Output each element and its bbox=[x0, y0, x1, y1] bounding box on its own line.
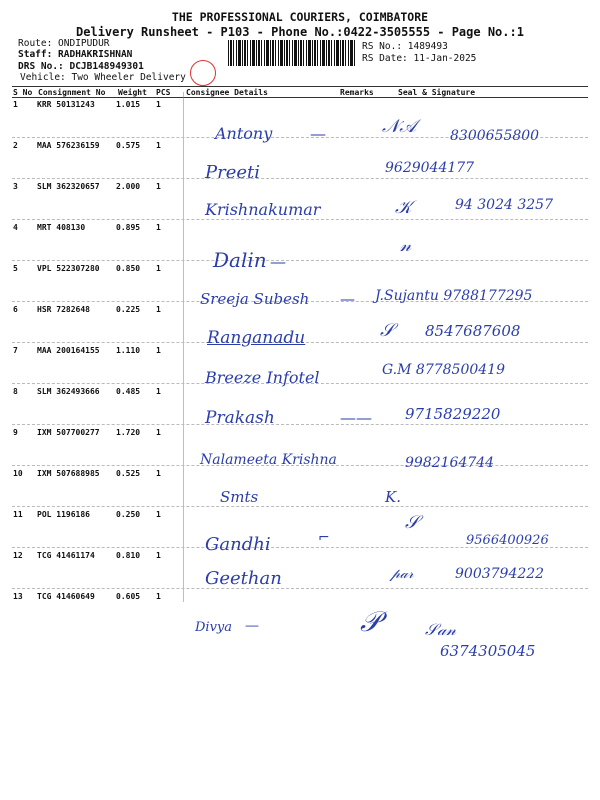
signature: 𝒮𝒶𝓃 bbox=[425, 620, 457, 639]
sno: 4 bbox=[13, 223, 18, 232]
sno: 5 bbox=[13, 264, 18, 273]
weight: 0.485 bbox=[116, 387, 141, 396]
pcs: 1 bbox=[156, 428, 161, 437]
consignment-no: POL 1196186 bbox=[37, 510, 90, 519]
handwritten-name: Dalin bbox=[213, 248, 267, 272]
handwritten-dash: — bbox=[310, 124, 326, 143]
pcs: 1 bbox=[156, 141, 161, 150]
col-consignment: Consignment No bbox=[38, 88, 106, 97]
handwritten-phone: 9003794222 bbox=[455, 566, 545, 582]
weight: 0.525 bbox=[116, 469, 141, 478]
handwritten-name: Antony bbox=[215, 124, 273, 143]
rs-date: RS Date: 11-Jan-2025 bbox=[362, 53, 477, 64]
vehicle-label: Vehicle: Two Wheeler Delivery bbox=[20, 72, 186, 83]
pcs: 1 bbox=[156, 387, 161, 396]
handwritten-dash: — bbox=[270, 252, 286, 271]
sno: 13 bbox=[13, 592, 23, 601]
weight: 0.250 bbox=[116, 510, 141, 519]
handwritten-name: Krishnakumar bbox=[205, 200, 321, 219]
drs-label: DRS No.: DCJB148949301 bbox=[18, 61, 144, 72]
header-top-rule bbox=[12, 86, 588, 87]
handwritten-name: Breeze Infotel bbox=[205, 368, 320, 387]
handwritten-name: Sreeja Subesh bbox=[200, 290, 310, 308]
consignment-no: MAA 200164155 bbox=[37, 346, 100, 355]
pcs: 1 bbox=[156, 551, 161, 560]
runsheet-title: Delivery Runsheet - P103 - Phone No.:0422-3505555 - Page No.:1 bbox=[76, 25, 524, 39]
handwritten-name: Nalameeta Krishna bbox=[200, 452, 337, 468]
handwritten-phone: 9566400926 bbox=[466, 533, 549, 548]
handwritten-dash: — bbox=[340, 290, 355, 308]
row-separator bbox=[12, 506, 588, 507]
pcs: 1 bbox=[156, 182, 161, 191]
row-separator bbox=[12, 588, 588, 589]
col-weight: Weight bbox=[118, 88, 147, 97]
consignment-no: SLM 362493666 bbox=[37, 387, 100, 396]
weight: 1.015 bbox=[116, 100, 141, 109]
col-seal: Seal & Signature bbox=[398, 88, 476, 97]
col-remarks: Remarks bbox=[340, 88, 374, 97]
sno: 2 bbox=[13, 141, 18, 150]
sno: 8 bbox=[13, 387, 18, 396]
col-sno: S No bbox=[13, 88, 33, 97]
company-title: THE PROFESSIONAL COURIERS, COIMBATORE bbox=[171, 10, 429, 24]
sno: 9 bbox=[13, 428, 18, 437]
handwritten-phone: J.Sujantu 9788177295 bbox=[375, 288, 533, 304]
table-row bbox=[0, 592, 600, 633]
barcode bbox=[228, 40, 356, 66]
weight: 0.810 bbox=[116, 551, 141, 560]
consignment-no: IXM 507700277 bbox=[37, 428, 100, 437]
sno: 6 bbox=[13, 305, 18, 314]
sno: 3 bbox=[13, 182, 18, 191]
weight: 0.850 bbox=[116, 264, 141, 273]
pcs: 1 bbox=[156, 510, 161, 519]
table-row bbox=[0, 141, 600, 182]
row-separator bbox=[12, 219, 588, 220]
handwritten-phone: 6374305045 bbox=[440, 642, 536, 660]
consignment-no: SLM 362320657 bbox=[37, 182, 100, 191]
handwritten-name: Gandhi bbox=[205, 534, 271, 555]
weight: 2.000 bbox=[116, 182, 141, 191]
signature: 𝒮 bbox=[405, 512, 419, 533]
handwritten-name: Preeti bbox=[205, 162, 261, 183]
handwritten-phone: 9715829220 bbox=[405, 405, 501, 423]
handwritten-dash: —— bbox=[340, 408, 372, 427]
handwritten-name: Prakash bbox=[205, 408, 275, 428]
handwritten-name: Divya bbox=[195, 620, 233, 635]
signature: 𝒦 bbox=[395, 197, 412, 218]
sno: 11 bbox=[13, 510, 23, 519]
weight: 0.895 bbox=[116, 223, 141, 232]
handwritten-phone: 9629044177 bbox=[385, 160, 475, 176]
pcs: 1 bbox=[156, 305, 161, 314]
table-row bbox=[0, 223, 600, 264]
signature: 𝒮 bbox=[380, 320, 394, 341]
weight: 1.720 bbox=[116, 428, 141, 437]
weight: 0.605 bbox=[116, 592, 141, 601]
handwritten-phone: G.M 8778500419 bbox=[382, 362, 505, 378]
signature: K. bbox=[385, 488, 401, 506]
handwritten-mark: ⌐ bbox=[318, 530, 330, 546]
handwritten-phone: 8547687608 bbox=[425, 322, 521, 340]
pcs: 1 bbox=[156, 100, 161, 109]
handwritten-name: Ranganadu bbox=[207, 328, 306, 348]
consignment-no: IXM 507688985 bbox=[37, 469, 100, 478]
handwritten-phone: 94 3024 3257 bbox=[455, 197, 553, 213]
consignment-no: TCG 41461174 bbox=[37, 551, 95, 560]
signature: 𝓅𝒶𝓇 bbox=[390, 566, 414, 582]
col-consignee: Consignee Details bbox=[186, 88, 268, 97]
signature: 𝒩𝒜 bbox=[382, 116, 417, 137]
signature: 𝒫 bbox=[360, 605, 381, 638]
weight: 0.575 bbox=[116, 141, 141, 150]
weight: 0.225 bbox=[116, 305, 141, 314]
pcs: 1 bbox=[156, 346, 161, 355]
sno: 7 bbox=[13, 346, 18, 355]
pcs: 1 bbox=[156, 264, 161, 273]
consignment-no: HSR 7282648 bbox=[37, 305, 90, 314]
consignment-no: MAA 576236159 bbox=[37, 141, 100, 150]
consignment-no: VPL 522307280 bbox=[37, 264, 100, 273]
handwritten-phone: 9982164744 bbox=[405, 455, 495, 471]
signature: 𝓃 bbox=[400, 235, 412, 256]
table-row bbox=[0, 387, 600, 428]
red-mark bbox=[190, 60, 216, 86]
pcs: 1 bbox=[156, 592, 161, 601]
col-pcs: PCS bbox=[156, 88, 171, 97]
handwritten-dash: — bbox=[245, 618, 259, 634]
handwritten-name: Geethan bbox=[205, 568, 282, 589]
sno: 1 bbox=[13, 100, 18, 109]
consignment-no: KRR 50131243 bbox=[37, 100, 95, 109]
sno: 10 bbox=[13, 469, 23, 478]
row-separator bbox=[12, 424, 588, 425]
rs-number: RS No.: 1489493 bbox=[362, 41, 448, 52]
weight: 1.110 bbox=[116, 346, 141, 355]
pcs: 1 bbox=[156, 223, 161, 232]
handwritten-name: Smts bbox=[220, 488, 259, 506]
consignment-no: TCG 41460649 bbox=[37, 592, 95, 601]
row-separator bbox=[12, 178, 588, 179]
handwritten-phone: 8300655800 bbox=[450, 128, 540, 144]
route-label: Route: ONDIPUDUR bbox=[18, 38, 110, 49]
row-separator bbox=[12, 260, 588, 261]
header-bottom-rule bbox=[12, 97, 588, 98]
staff-label: Staff: RADHAKRISHNAN bbox=[18, 49, 133, 60]
sno: 12 bbox=[13, 551, 23, 560]
pcs: 1 bbox=[156, 469, 161, 478]
consignment-no: MRT 408130 bbox=[37, 223, 86, 232]
table-row bbox=[0, 469, 600, 510]
